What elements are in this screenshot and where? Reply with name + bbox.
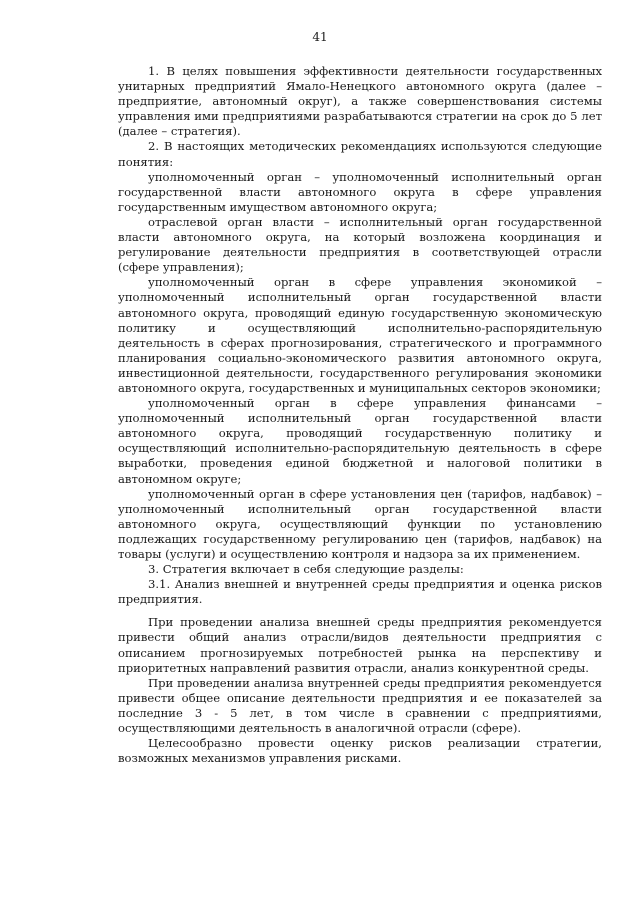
definition-sectoral-body: отраслевой орган власти – исполнительный орган государственной власти автономного округа, на который возложена координация и регулирование деятельности предприятия в соответствующей отрасли (сфере управления);: [118, 214, 602, 275]
section-3-1-heading: 3.1. Анализ внешней и внутренней среды предприятия и оценка рисков предприятия.: [118, 577, 602, 607]
definition-economy-body: уполномоченный орган в сфере управления экономикой – уполномоченный исполнительный орган государственной власти автономного округа, проводящий единую государственную экономическую политику и осуществляющий исполнительно-распорядительную деятельность в сферах прогнозирования, стратегического и программного планирования социально-экономического развития автономного округа, инвестиционной деятельности, государственного регулирования экономики автономного округа, государственных и муниципальных секторов экономики;: [118, 275, 602, 395]
risk-assessment-paragraph: Целесообразно провести оценку рисков реализации стратегии, возможных механизмов управления рисками.: [118, 736, 602, 766]
definition-authorized-body: уполномоченный орган – уполномоченный исполнительный орган государственной власти автономного округа в сфере управления государственным имуществом автономного округа;: [118, 169, 602, 214]
paragraph-2: 2. В настоящих методических рекомендациях используются следующие понятия:: [118, 139, 602, 169]
internal-analysis-paragraph: При проведении анализа внутренней среды предприятия рекомендуется привести общее описание деятельности предприятия и ее показателей за последние 3 - 5 лет, в том числе в сравнении с предприятиями, осуществляющими деятельность в аналогичной отрасли (сфере).: [118, 675, 602, 736]
external-analysis-paragraph: При проведении анализа внешней среды предприятия рекомендуется привести общий анализ отрасли/видов деятельности предприятия с описанием прогнозируемых потребностей рынка на перспективу и приоритетных направлений развития отрасли, анализ конкурентной среды.: [118, 615, 602, 675]
definition-finance-body: уполномоченный орган в сфере управления финансами – уполномоченный исполнительный орган государственной власти автономного округа, проводящий государственную политику и осуществляющий исполнительно-распорядительную деятельность в сфере выработки, проведения единой бюджетной и налоговой политики в автономном округе;: [118, 396, 602, 486]
document-body: [118, 64, 602, 766]
paragraph-3: 3. Стратегия включает в себя следующие разделы:: [148, 562, 464, 577]
paragraph-1: 1. В целях повышения эффективности деятельности государственных унитарных предприятий Ямало-Ненецкого автономного округа (далее – предприятие, автономный округ), а также совершенствования системы управления ими предприятиями разрабатываются стратегии на срок до 5 лет (далее – стратегия).: [118, 64, 602, 139]
definition-tariff-body: уполномоченный орган в сфере установления цен (тарифов, надбавок) – уполномоченный исполнительный орган государственной власти автономного округа, осуществляющий функции по установлению подлежащих государственному регулированию цен (тарифов, надбавок) на товары (услуги) и осуществлению контроля и надзора за их применением.: [118, 486, 602, 561]
page-number: 41: [312, 30, 328, 44]
